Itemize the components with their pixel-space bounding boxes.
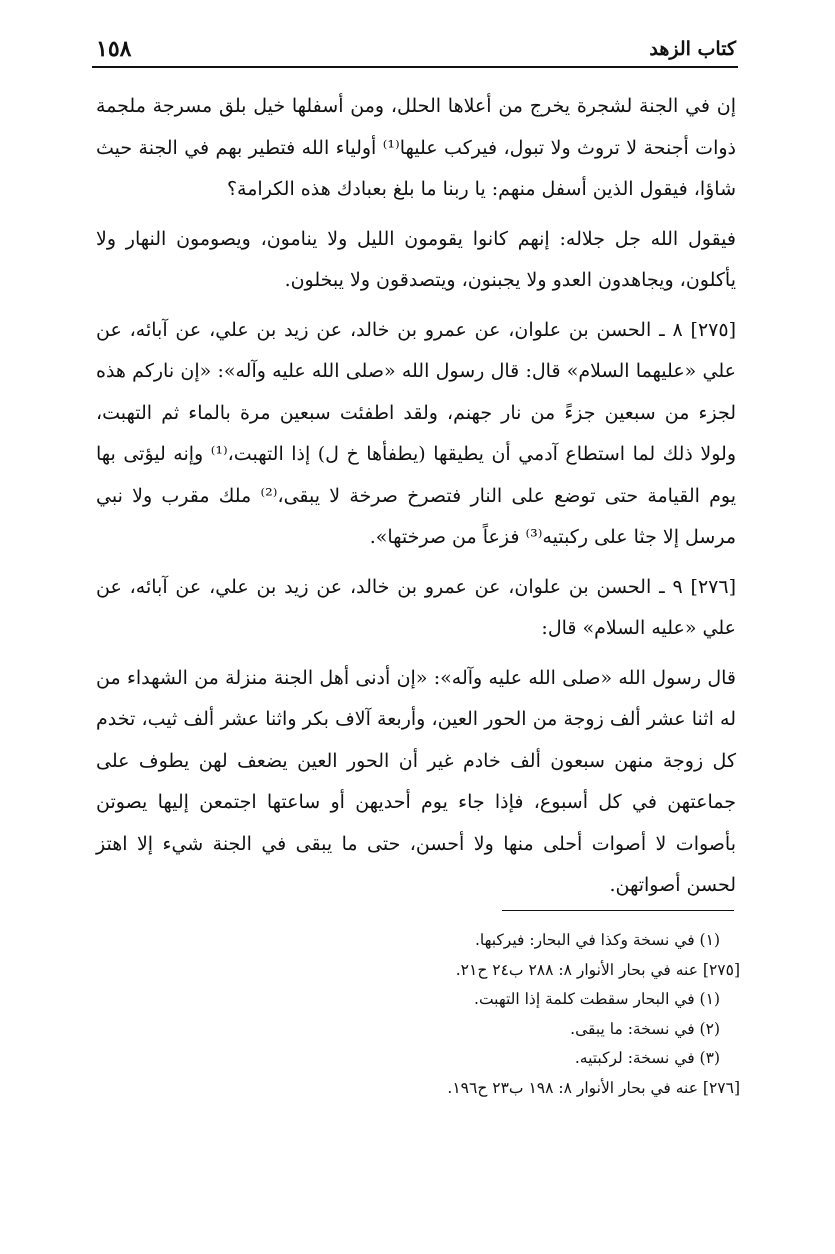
page-header [96,32,736,66]
footnote-source-276: [٢٧٦] عنه في بحار الأنوار ٨: ١٩٨ ب٢٣ ح١٩٦. [447,1078,740,1097]
paragraph-1: إن في الجنة لشجرة يخرج من أعلاها الحلل، ومن أسفلها خيل بلق مسرجة ملجمة ذوات أجنحة لا تروث ولا تبول، فيركب عليها⁽¹⁾ أولياء الله فتطير بهم في الجنة حيث شاؤا، فيقول الذين أسفل منهم: يا ربنا ما بلغ بعبادك هذه الكرامة؟ [96,95,736,200]
hadith-276-isnad: [٢٧٦] ٩ ـ الحسن بن علوان، عن عمرو بن خالد، عن زيد بن علي، عن آبائه، عن علي «عليه السلام» قال: [96,575,736,639]
page-number: ١٥٨ [96,36,132,62]
footnotes [320,926,740,1103]
main-text [96,86,736,915]
header-rule [92,66,738,68]
hadith-275: [٢٧٥] ٨ ـ الحسن بن علوان، عن عمرو بن خالد، عن زيد بن علي، عن آبائه، عن علي «عليهما السلام» قال: قال رسول الله «صلى الله عليه وآله»: «إن ناركم هذه لجزء من سبعين جزءً من نار جهنم، ولقد اطفئت سبعين مرة بالماء ثم التهبت، ولولا ذلك لما استطاع آدمي أن يطيقها (يطفأها خ ل) إذا التهبت،⁽¹⁾ وإنه ليؤتى بها يوم القيامة حتى توضع على النار فتصرخ صرخة لا يبقى،⁽²⁾ ملك مقرب ولا نبي مرسل إلا جثا على ركبتيه⁽³⁾ فزعاً من صرختها». [96,318,736,548]
footnote-1: (١) في نسخة وكذا في البحار: فيركبها. [474,931,720,949]
footnote-2: (١) في البحار سقطت كلمة إذا التهبت. [474,990,720,1008]
footnote-source-275: [٢٧٥] عنه في بحار الأنوار ٨: ٢٨٨ ب٢٤ ح٢١. [455,960,740,979]
footnote-rule [502,910,734,911]
paragraph-2: فيقول الله جل جلاله: إنهم كانوا يقومون الليل ولا ينامون، ويصومون النهار ولا يأكلون، ويجاهدون العدو ولا يجبنون، ويتصدقون ولا يبخلون. [96,227,736,291]
footnote-4: (٣) في نسخة: لركبتيه. [574,1049,720,1067]
running-title: كتاب الزهد [649,38,736,60]
hadith-276-matn: قال رسول الله «صلى الله عليه وآله»: «إن أدنى أهل الجنة منزلة من الشهداء من له اثنا عشر ألف زوجة من الحور العين، وأربعة آلاف بكر واثنا عشر ألف ثيب، تخدم كل زوجة منهن سبعون ألف خادم غير أن الحور العين يضعف لهن يطوف على جماعتهن في كل أسبوع، فإذا جاء يوم أحديهن أو ساعتها اجتمعن إليها يصوتن بأصوات لا أصوات أحلى منها ولا أحسن، حتى ما يبقى في الجنة شيء إلا اهتز لحسن أصواتهن. [96,666,736,896]
footnote-3: (٢) في نسخة: ما يبقى. [570,1019,720,1038]
